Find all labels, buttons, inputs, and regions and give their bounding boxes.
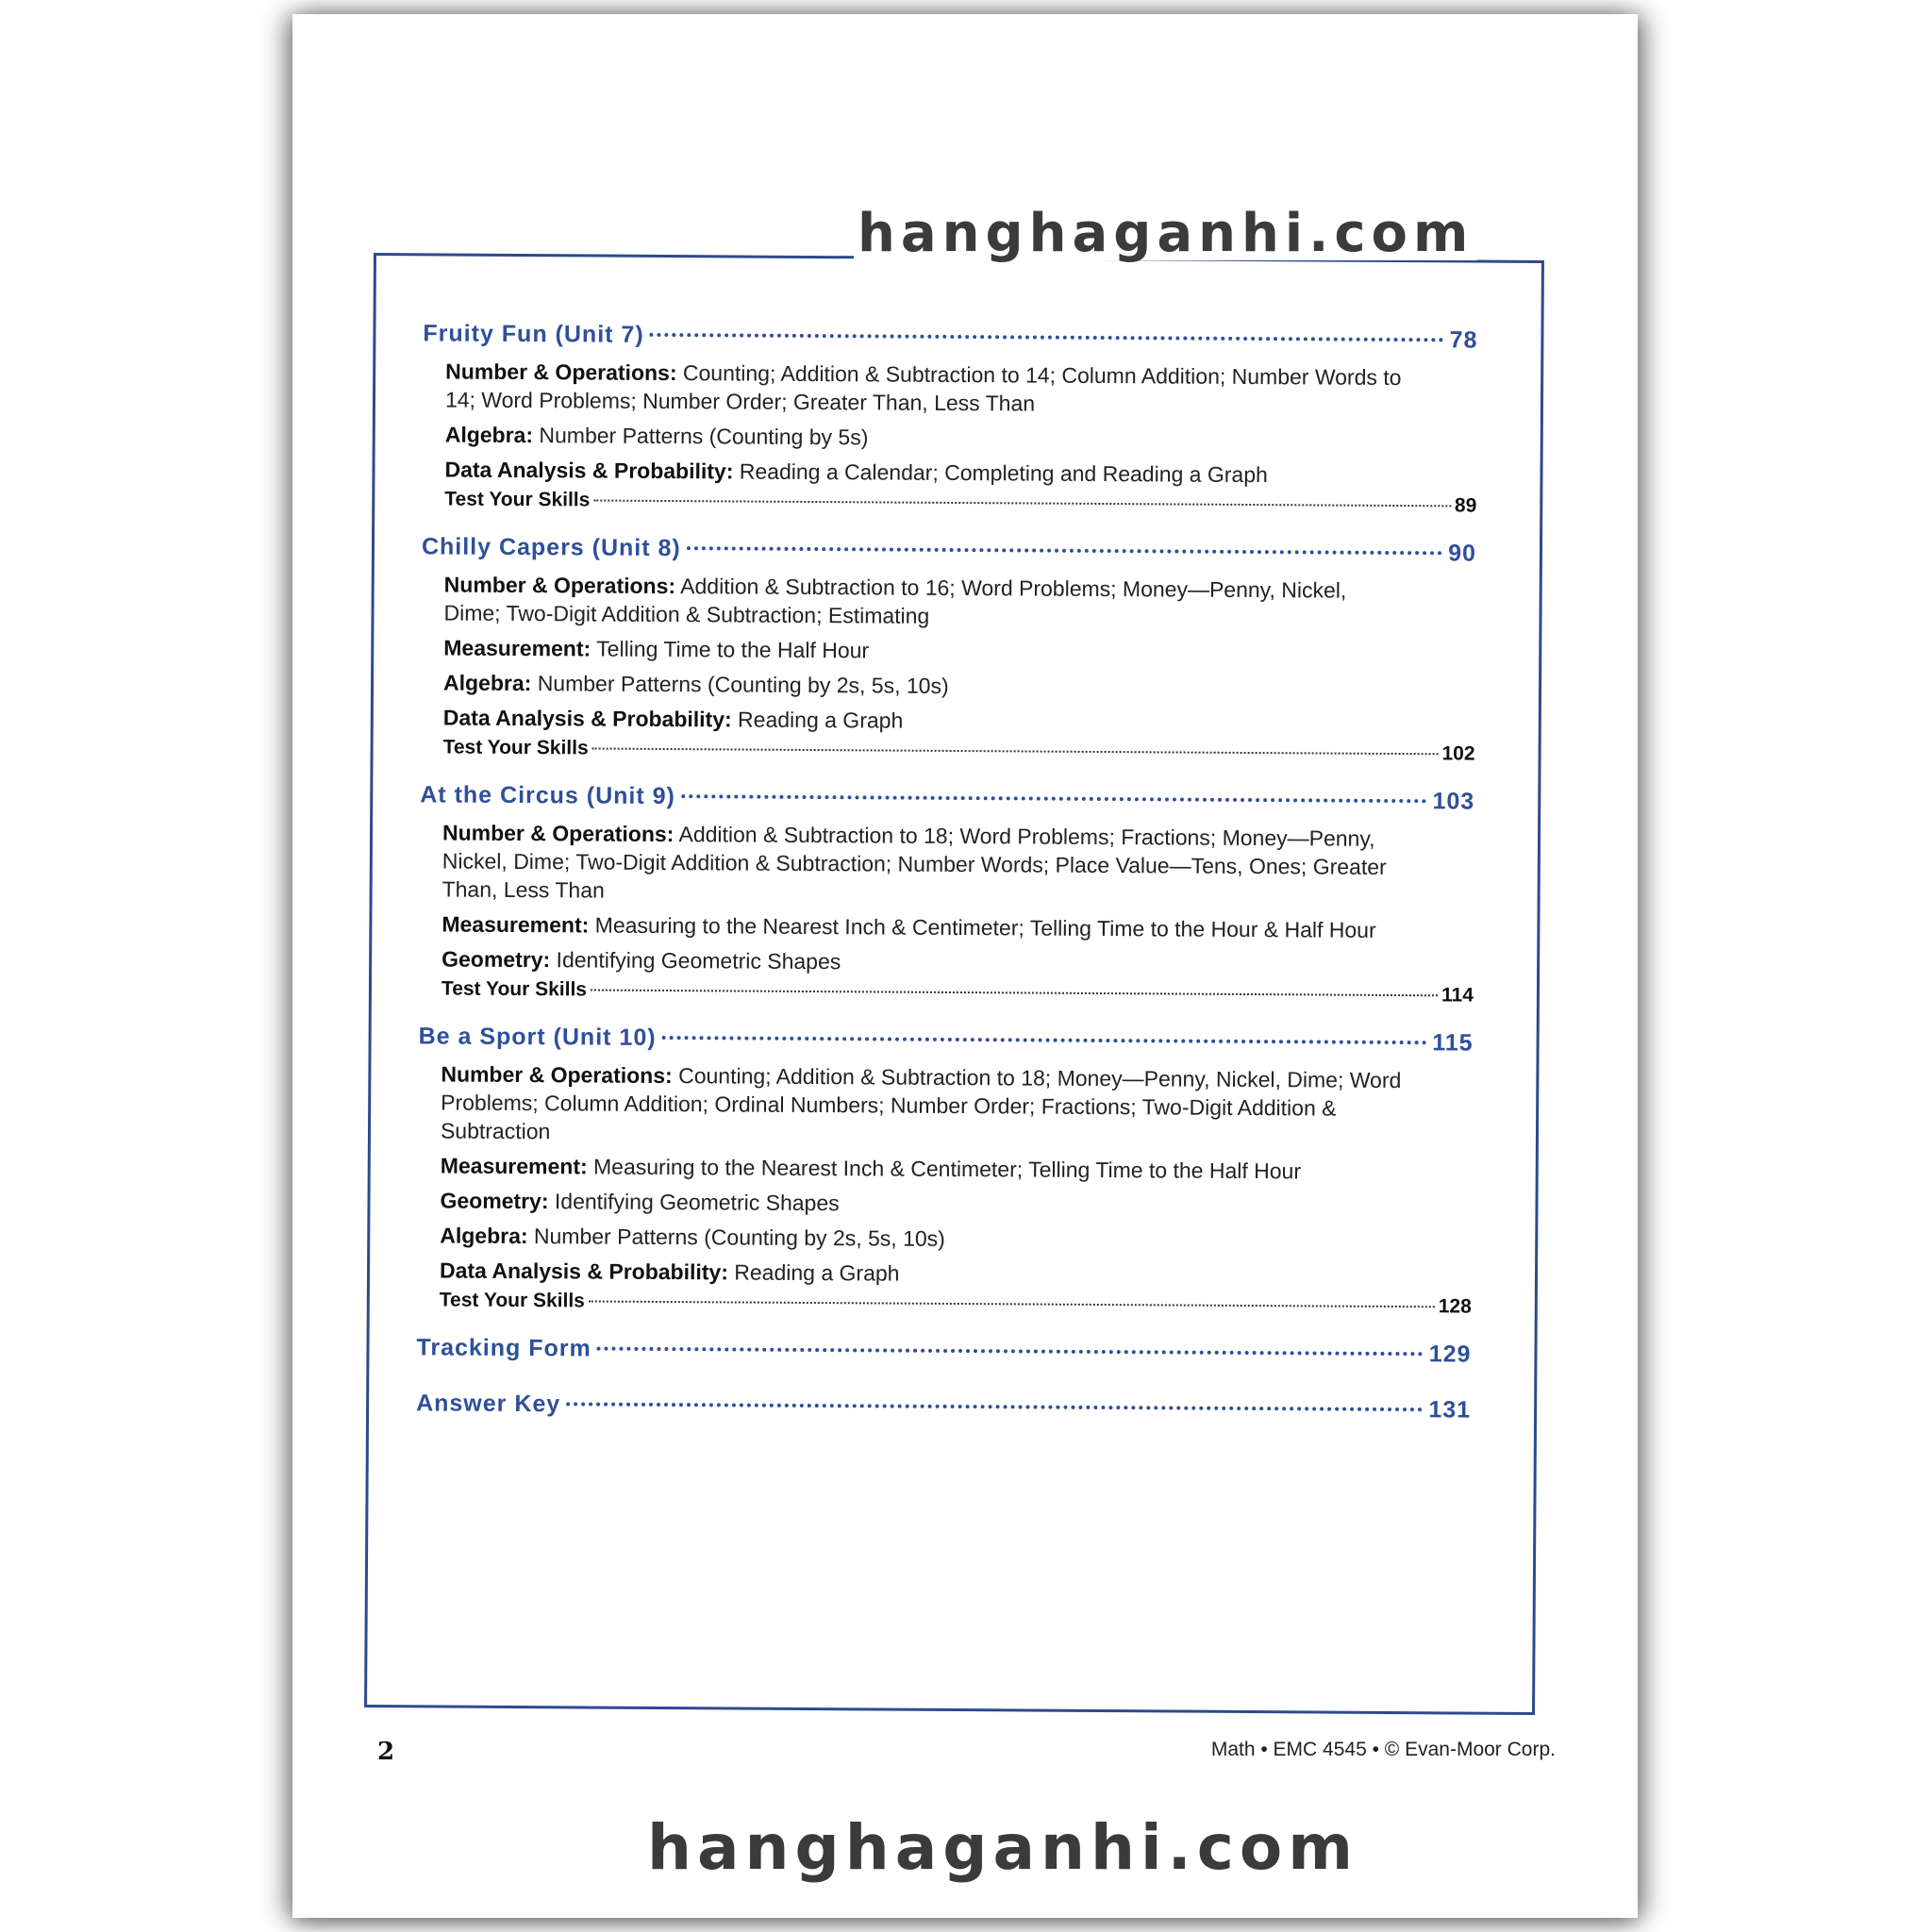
footer-copyright: Math • EMC 4545 • © Evan-Moor Corp. [1210,1739,1556,1760]
unit-title: Fruity Fun (Unit 7) [423,320,644,348]
topic-entry [440,1221,1402,1256]
unit-page-number: 103 [1432,788,1475,815]
topic-label: Number & Operations: [443,572,676,599]
test-page-number: 102 [1441,742,1475,765]
test-page-number: 114 [1441,984,1474,1007]
topic-text: Number Patterns (Counting by 2s, 5s, 10s) [533,1224,945,1251]
topic-entry [445,357,1407,420]
tracking-form-entry [416,1334,1471,1368]
topic-text: Identifying Geometric Shapes [554,1189,840,1216]
topic-entry [443,633,1406,668]
topic-text: Counting; Addition & Subtraction to 18; Money—Penny, Nickel, Dime; Word Problems; Column Addition; Ordinal Numbers; Number Order; Fractions; Two-Digit Addition & Subtraction [440,1063,1402,1144]
watermark-bottom: hanghaganhi.com [647,1811,1358,1884]
dot-leader [687,546,1442,555]
unit-heading [419,1023,1474,1057]
dot-leader [592,748,1439,756]
entry-page-number: 129 [1428,1341,1472,1368]
topic-text: Number Patterns (Counting by 5s) [539,423,869,450]
topic-entry [443,668,1406,703]
topic-text: Telling Time to the Half Hour [596,636,870,663]
entry-page-number: 131 [1428,1396,1472,1424]
toc-section [422,320,1477,517]
topic-label: Number & Operations: [441,1061,673,1089]
toc-section [419,781,1474,1007]
topic-text: Reading a Calendar; Completing and Reading a Graph [739,458,1268,488]
test-page-number: 128 [1438,1295,1472,1318]
test-label: Test Your Skills [441,977,588,1001]
topic-label: Number & Operations: [441,820,675,847]
topic-entry [443,703,1406,738]
topic-text: Identifying Geometric Shapes [556,947,841,974]
topic-text: Reading a Graph [734,1259,900,1286]
topic-label: Data Analysis & Probability: [442,705,732,732]
test-label: Test Your Skills [442,736,589,759]
dot-leader [589,1300,1435,1307]
test-label: Test Your Skills [439,1289,585,1312]
dot-leader [597,1347,1424,1357]
toc-section [417,1023,1474,1318]
unit-title: Chilly Capers (Unit 8) [421,533,681,562]
topic-label: Algebra: [442,670,532,696]
test-page-number: 89 [1454,494,1477,517]
topic-entry [440,1256,1402,1291]
topic-list [417,1059,1474,1318]
topic-label: Geometry: [440,1188,549,1214]
unit-heading [420,781,1474,815]
topic-text: Addition & Subtraction to 18; Word Problems; Fractions; Money—Penny, Nickel, Dime; Two-Digit Addition & Subtraction; Number Words; Place Value—Tens, Ones; Greater Than, Less Than [441,822,1387,903]
table-of-contents [416,320,1478,1452]
entry-title: Tracking Form [416,1334,591,1362]
unit-page-number: 78 [1449,326,1478,354]
topic-text: Measuring to the Nearest Inch & Centimeter; Telling Time to the Hour & Half Hour [594,912,1376,942]
topic-entry [441,1151,1403,1186]
topic-entry [441,909,1404,944]
dot-leader [566,1402,1423,1411]
topic-text: Counting; Addition & Subtraction to 14; Column Addition; Number Words to 14; Word Problems; Number Order; Greater Than, Less Than [444,360,1402,416]
topic-label: Data Analysis & Probability: [439,1257,729,1285]
topic-entry [440,1186,1402,1221]
topic-label: Measurement: [440,1153,588,1179]
unit-title: At the Circus (Unit 9) [420,781,676,810]
topic-label: Algebra: [440,1223,528,1249]
test-your-skills-entry [443,736,1475,765]
answer-key-entry [416,1390,1471,1424]
topic-text: Number Patterns (Counting by 2s, 5s, 10s) [537,671,949,698]
topic-label: Data Analysis & Probability: [444,457,734,484]
test-your-skills-entry [441,977,1474,1007]
topic-text: Measuring to the Nearest Inch & Centimeter; Telling Time to the Half Hour [592,1154,1302,1184]
unit-page-number: 115 [1432,1029,1474,1057]
topic-label: Number & Operations: [445,358,677,386]
topic-label: Geometry: [441,946,551,973]
unit-title: Be a Sport (Unit 10) [418,1023,657,1051]
page-number: 2 [377,1738,395,1766]
test-your-skills-entry [440,1289,1472,1318]
table-of-contents-frame [364,253,1544,1715]
test-your-skills-entry [444,488,1476,517]
topic-label: Algebra: [444,422,534,448]
topic-entry [443,570,1406,633]
topic-list [421,570,1476,765]
topic-label: Measurement: [441,911,590,938]
topic-entry [445,420,1407,455]
topic-list [419,818,1474,1007]
topic-entry [444,455,1407,490]
unit-heading [422,533,1476,567]
dot-leader [662,1036,1427,1044]
topic-label: Measurement: [443,635,591,661]
topic-entry [441,1059,1404,1151]
dot-leader [650,333,1444,341]
topic-text: Addition & Subtraction to 16; Word Problems; Money—Penny, Nickel, Dime; Two-Digit Addition & Subtraction; Estimating [443,574,1347,628]
topic-entry [442,818,1406,909]
topic-text: Reading a Graph [738,707,904,733]
topic-entry [441,944,1404,979]
entry-title: Answer Key [416,1390,561,1418]
dot-leader [681,794,1427,803]
toc-section [421,533,1477,765]
test-label: Test Your Skills [444,488,591,511]
dot-leader [591,990,1438,997]
unit-heading [423,320,1477,354]
watermark-top: hanghaganhi.com [854,208,1477,260]
unit-page-number: 90 [1448,540,1477,567]
dot-leader [593,500,1451,508]
topic-list [422,357,1477,517]
